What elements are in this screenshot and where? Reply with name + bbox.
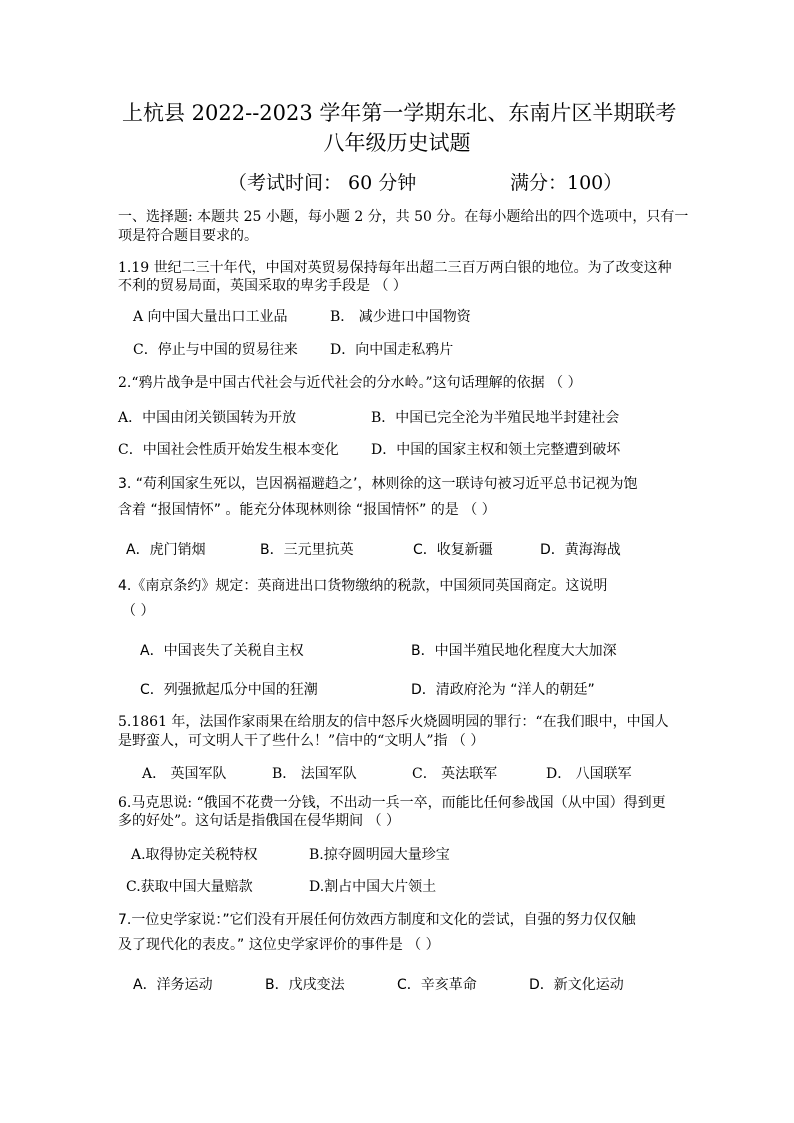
question-3-line1: 3. “苟利国家生死以，岂因祸福避趋之’，林则徐的这一联诗句被习近平总书记视为饱 — [118, 476, 638, 492]
question-1-option-b: B． 减少进口中国物资 — [330, 309, 471, 325]
question-7-option-c: C．辛亥革命 — [397, 977, 477, 993]
question-1-option-a: A 向中国大量出口工业品 — [133, 309, 288, 325]
question-5-option-a: A． 英国军队 — [142, 766, 227, 782]
section-instruction-line2: 项是符合题目要求的。 — [118, 228, 258, 244]
question-5-option-b: B． 法国军队 — [272, 766, 357, 782]
full-score: 满分：100） — [510, 172, 623, 194]
question-5-option-c: C． 英法联军 — [412, 766, 498, 782]
question-4-option-d: D．清政府沦为 “洋人的朝廷” — [411, 682, 595, 698]
question-4-option-c: C．列强掀起瓜分中国的狂潮 — [140, 682, 318, 698]
question-2-option-b: B．中国已完全沦为半殖民地半封建社会 — [371, 410, 620, 426]
question-6-option-c: C.获取中国大量赔款 — [126, 879, 253, 895]
question-3-option-d: D．黄海海战 — [540, 542, 621, 558]
question-4-option-b: B．中国半殖民地化程度大大加深 — [411, 643, 617, 659]
question-7-line1: 7.一位史学家说：”它们没有开展任何仿效西方制度和文化的尝试，自强的努力仅仅触 — [118, 912, 636, 928]
question-1-line2: 不利的贸易局面，英国采取的卑劣手段是 （ ） — [118, 278, 407, 294]
question-3-option-a: A．虎门销烟 — [126, 542, 206, 558]
question-3-line2: 含着 “报国情怀” 。能充分体现林则徐 “报国情怀” 的是 （ ） — [118, 502, 496, 518]
question-6-option-d: D.割占中国大片领土 — [309, 879, 437, 895]
question-2-line1: 2.“鸦片战争是中国古代社会与近代社会的分水岭。”这句话理解的依据 （ ） — [118, 375, 582, 391]
question-7-option-a: A．洋务运动 — [133, 977, 213, 993]
section-instruction-line1: 一、选择题: 本题共 25 小题，每小题 2 分，共 50 分。在每小题给出的四个选项中，只有一 — [118, 209, 689, 225]
exam-title: 上杭县 2022--2023 学年第一学期东北、东南片区半期联考 — [122, 101, 677, 125]
question-6-option-b: B.掠夺圆明园大量珍宝 — [309, 847, 450, 863]
question-7-option-b: B．戊戌变法 — [265, 977, 345, 993]
question-7-option-d: D．新文化运动 — [529, 977, 624, 993]
question-7-line2: 及了现代化的表皮。” 这位史学家评价的事件是 （ ） — [118, 937, 440, 953]
question-3-option-b: B．三元里抗英 — [260, 542, 354, 558]
question-6-option-a: A.取得协定关税特权 — [131, 847, 258, 863]
question-4-line2: （ ） — [122, 603, 155, 619]
question-6-line2: 多的好处”。这句话是指俄国在侵华期间 （ ） — [118, 813, 401, 829]
question-6-line1: 6.马克思说: “俄国不花费一分钱，不出动一兵一卒，而能比任何参战国（从中国）得到更 — [118, 795, 666, 811]
question-1-option-d: D．向中国走私鸦片 — [330, 342, 454, 358]
question-5-line1: 5.1861 年，法国作家雨果在给朋友的信中怒斥火烧圆明园的罪行：“在我们眼中，中国人 — [118, 714, 669, 730]
question-2-option-d: D．中国的国家主权和领土完整遭到破坏 — [371, 442, 621, 458]
question-2-option-a: A．中国由闭关锁国转为开放 — [118, 410, 297, 426]
question-1-line1: 1.19 世纪二三十年代，中国对英贸易保持每年出超二三百万两白银的地位。为了改变这种 — [118, 260, 672, 276]
question-1-option-c: C．停止与中国的贸易往来 — [133, 342, 298, 358]
exam-subtitle: 八年级历史试题 — [323, 131, 471, 155]
question-5-line2: 是野蛮人，可文明人干了些什么！”信中的“文明人”指 （ ） — [118, 733, 485, 749]
exam-time: （考试时间： 60 分钟 — [228, 172, 417, 194]
question-5-option-d: D． 八国联军 — [546, 766, 632, 782]
question-2-option-c: C．中国社会性质开始发生根本变化 — [118, 442, 339, 458]
question-3-option-c: C．收复新疆 — [413, 542, 493, 558]
question-4-line1: 4.《南京条约》规定：英商进出口货物缴纳的税款，中国须同英国商定。这说明 — [118, 578, 608, 594]
question-4-option-a: A．中国丧失了关税自主权 — [140, 643, 304, 659]
